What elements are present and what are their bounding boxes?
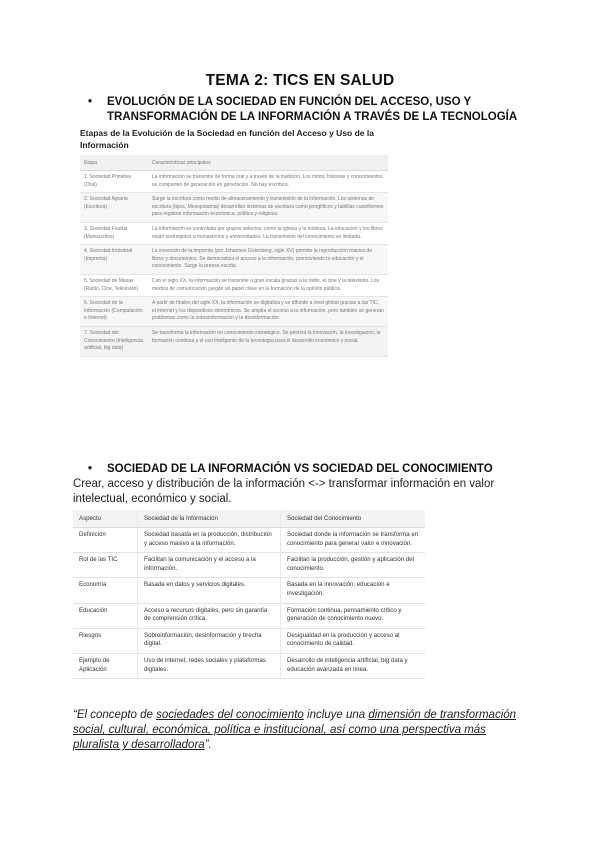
table-cell: Facilitan la producción, gestión y aplicación del conocimiento.	[281, 553, 426, 578]
table-row	[73, 578, 425, 603]
table-row	[80, 297, 388, 327]
bullet-icon: •	[88, 96, 93, 108]
table-row	[73, 653, 425, 678]
table-header-row	[80, 155, 388, 171]
quote-text: El concepto de	[76, 709, 157, 721]
table-row	[73, 628, 425, 653]
table-cell: Con el siglo XX, la información se transmite a gran escala gracias a la radio, el cine y la televisión. Los medios de comunicación juegan un papel clave en la formación de la opinión pública.	[148, 274, 388, 296]
table-cell: 2. Sociedad Agraria (Escritura)	[80, 193, 148, 223]
table-row	[80, 274, 388, 296]
table-cell: Definición	[73, 528, 138, 553]
section-heading-evolucion	[88, 95, 522, 125]
table-cell: 1. Sociedad Primitiva (Oral)	[80, 171, 148, 193]
section-heading-text: EVOLUCIÓN DE LA SOCIEDAD EN FUNCIÓN DEL ACCESO, USO Y TRANSFORMACIÓN DE LA INFORMACIÓN A TRAVÉS DE LA TECNOLOGÍA	[107, 96, 518, 123]
table-row	[73, 603, 425, 628]
figure-title: Etapas de la Evolución de la Sociedad en función del Acceso y Uso de la Información	[80, 128, 374, 150]
table-cell: La información se transmite de forma oral y a través de la tradición. Los mitos, historias y conocimientos se comparten de generación en generación. No hay escritura.	[148, 171, 388, 193]
evolution-table	[80, 155, 388, 357]
table-row	[80, 245, 388, 275]
table-header: Características principales	[148, 155, 388, 171]
table-cell: Basada en datos y servicios digitales.	[138, 578, 281, 603]
table-cell: 6. Sociedad de la Información (Computación e Internet)	[80, 297, 148, 327]
table-row	[73, 553, 425, 578]
table-cell: Sociedad donde la información se transforma en conocimiento para generar valor e innovación.	[281, 528, 426, 553]
table-cell: 3. Sociedad Feudal (Manuscritos)	[80, 222, 148, 244]
bullet-icon: •	[88, 463, 93, 475]
quote-paragraph	[73, 708, 533, 753]
table-cell: Se transforma la información en conocimiento estratégico. Se prioriza la innovación, la investigación, la formación continua y el uso inteligente de la tecnología para el desarrollo económico y social.	[148, 326, 388, 356]
quote-underlined-phrase: dimensión de transformación social, cultural, económica, política e institucional, así como una perspectiva más pluralista y desarrolladora	[73, 709, 517, 751]
document-title: TEMA 2: TICS EN SALUD	[205, 72, 395, 89]
quote-underlined-term: sociedades del conocimiento	[156, 709, 304, 721]
table-cell: Surge la escritura como medio de almacenamiento y transmisión de la información. Los sistemas de escritura (tipos, Mesopotamia) desarrollan sistemas de escritura como jeroglíficos y tablillas cuneiformes para registrar información económica, política y religiosa.	[148, 193, 388, 223]
table-header-row	[73, 510, 425, 528]
section-intro: Crear, acceso y distribución de la información <-> transformar información en valor intelectual, económico y social.	[73, 478, 495, 505]
table-row	[73, 528, 425, 553]
table-header: Sociedad de la Información	[138, 510, 281, 528]
table-cell: Basada en la innovación, educación e investigación.	[281, 578, 426, 603]
table-header: Aspecto	[73, 510, 138, 528]
table-cell: Riesgos	[73, 628, 138, 653]
table-cell: La invención de la imprenta (por Johannes Gutenberg, siglo XV) permite la reproducción masiva de libros y documentos. Se democratiza el acceso a la información, promoviendo la educación y el conocimiento. Surge la prensa escrita.	[148, 245, 388, 275]
section-heading-sociedad	[88, 462, 522, 477]
table-cell: La información es controlada por grupos selectos, como la iglesia y la nobleza. La educación y los libros están restringidos a monasterios y universidades. La transmisión del conocimiento es limitada.	[148, 222, 388, 244]
table-row	[80, 222, 388, 244]
table-cell: Sociedad basada en la producción, distribución y acceso masivo a la información.	[138, 528, 281, 553]
section-heading-text: SOCIEDAD DE LA INFORMACIÓN VS SOCIEDAD DEL CONOCIMIENTO	[107, 463, 493, 475]
table-header: Etapa	[80, 155, 148, 171]
table-cell: 4. Sociedad Industrial (Imprenta)	[80, 245, 148, 275]
table-cell: Facilitan la comunicación y el acceso a la información.	[138, 553, 281, 578]
table-cell: Economía	[73, 578, 138, 603]
table-cell: Desarrollo de inteligencia artificial, big data y educación avanzada en línea.	[281, 653, 426, 678]
quote-close-mark: ”.	[204, 739, 212, 751]
table-cell: 5. Sociedad de Masas (Radio, Cine, Televisión)	[80, 274, 148, 296]
table-cell: Ejemplo de Aplicación	[73, 653, 138, 678]
table-row	[80, 326, 388, 356]
table-header: Sociedad del Conocimiento	[281, 510, 426, 528]
table-cell: Desigualdad en la producción y acceso al conocimiento de calidad.	[281, 628, 426, 653]
table-cell: 7. Sociedad del Conocimiento (Inteligencia artificial, big data)	[80, 326, 148, 356]
quote-text: incluye una	[303, 709, 369, 721]
quote-open-mark: “	[73, 709, 77, 721]
table-cell: Uso de internet, redes sociales y plataformas digitales.	[138, 653, 281, 678]
table-cell: Educación	[73, 603, 138, 628]
comparison-table	[73, 510, 425, 679]
table-cell: Rol de las TIC	[73, 553, 138, 578]
table-cell: Formación continua, pensamiento crítico y generación de conocimiento nuevo.	[281, 603, 426, 628]
table-cell: A partir de finales del siglo XX, la información se digitaliza y se difunde a nivel global gracias a las TIC, el internet y los dispositivos electrónicos. Se amplía el acceso a la información, pero también se generan problemas como la sobreinformación y la desinformación.	[148, 297, 388, 327]
table-cell: Acceso a recursos digitales, pero sin garantía de comprensión crítica.	[138, 603, 281, 628]
table-cell: Sobreinformación, desinformación y brecha digital.	[138, 628, 281, 653]
table-row	[80, 171, 388, 193]
table-row	[80, 193, 388, 223]
